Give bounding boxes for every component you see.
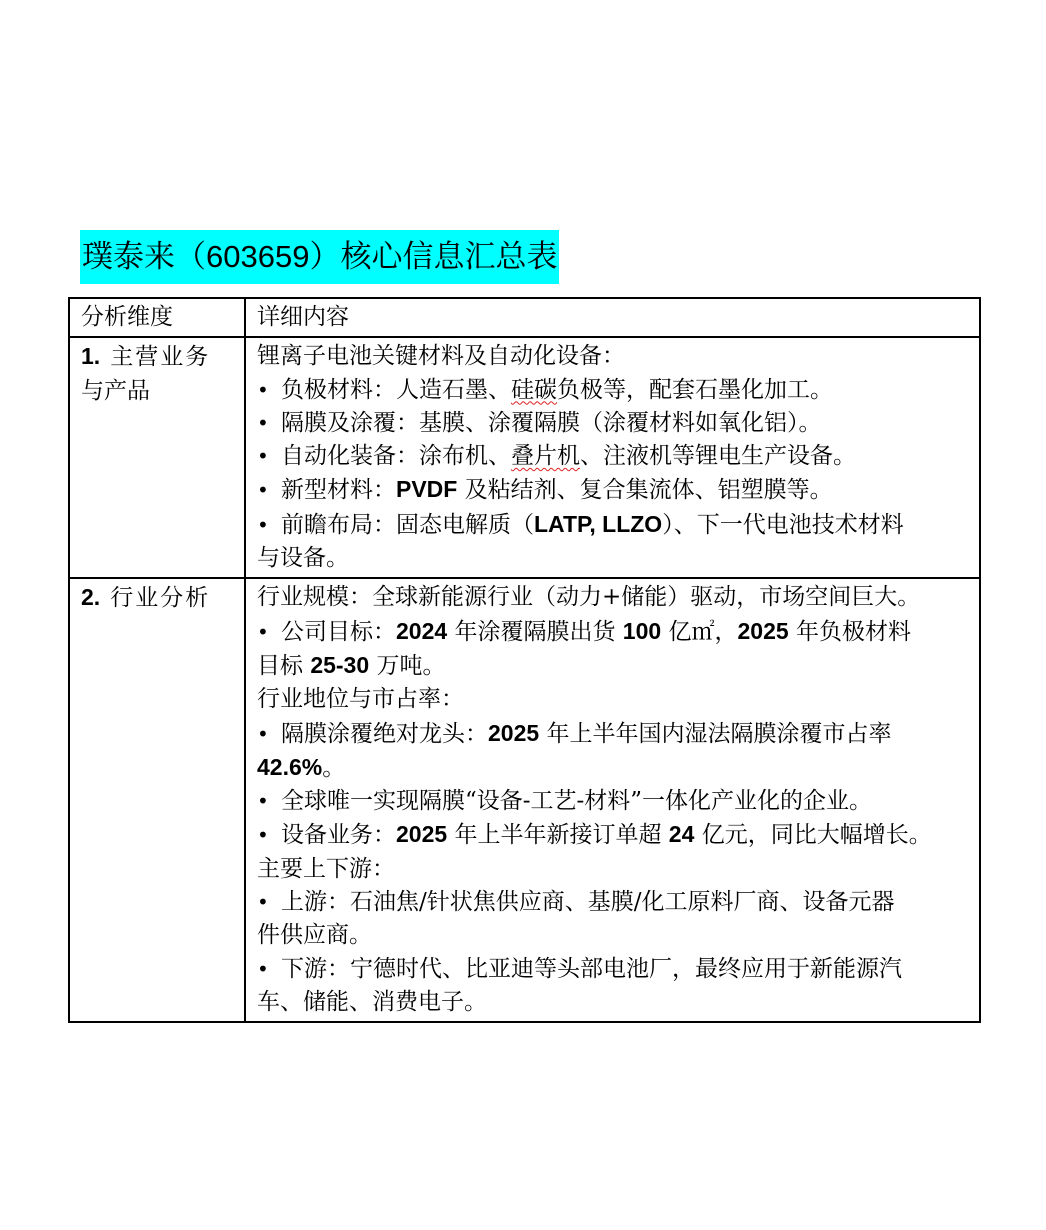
bullet-icon: • bbox=[257, 890, 269, 915]
bullet-icon: • bbox=[257, 478, 269, 503]
detail-cell bbox=[245, 337, 980, 578]
list-item: • 隔膜涂覆绝对龙头：2025 年上半年国内湿法隔膜涂覆市占率 bbox=[257, 717, 971, 751]
detail-line: 锂离子电池关键材料及自动化设备： bbox=[257, 343, 625, 370]
bullet-icon: • bbox=[257, 377, 269, 402]
bullet-icon: • bbox=[257, 823, 269, 848]
detail-line: 主要上下游： bbox=[257, 855, 395, 882]
list-item: • 设备业务：2025 年上半年新接订单超 24 亿元，同比大幅增长。 bbox=[257, 818, 971, 852]
dimension-label: 2. 行业分析 bbox=[81, 584, 211, 612]
bullet-icon: • bbox=[257, 721, 269, 746]
list-item-cont: 与设备。 bbox=[257, 545, 349, 572]
list-item-cont: 车、储能、消费电子。 bbox=[257, 988, 487, 1015]
list-item: • 自动化装备：涂布机、叠片机、注液机等锂电生产设备。 bbox=[257, 440, 971, 473]
table-row bbox=[69, 337, 980, 578]
list-item: • 下游：宁德时代、比亚迪等头部电池厂，最终应用于新能源汽 bbox=[257, 953, 971, 986]
list-item: • 上游：石油焦/针状焦供应商、基膜/化工原料厂商、设备元器 bbox=[257, 886, 971, 919]
list-item: • 前瞻布局：固态电解质（LATP, LLZO）、下一代电池技术材料 bbox=[257, 508, 971, 542]
bullet-icon: • bbox=[257, 619, 269, 644]
detail-line: 行业地位与市占率： bbox=[257, 686, 464, 713]
summary-table bbox=[68, 297, 981, 1023]
list-item: • 负极材料：人造石墨、硅碳负极等，配套石墨化加工。 bbox=[257, 374, 971, 407]
bullet-icon: • bbox=[257, 789, 269, 814]
dimension-label-cont: 与产品 bbox=[81, 377, 150, 404]
detail-cell bbox=[245, 578, 980, 1022]
list-item-cont: 件供应商。 bbox=[257, 922, 372, 949]
title-prefix: 璞泰来（ bbox=[82, 239, 206, 275]
list-item: • 隔膜及涂覆：基膜、涂覆隔膜（涂覆材料如氧化铝）。 bbox=[257, 407, 971, 440]
dimension-label: 1. 主营业务 bbox=[81, 343, 211, 371]
bullet-icon: • bbox=[257, 410, 269, 435]
list-item-cont: 目标 25-30 万吨。 bbox=[257, 651, 446, 679]
list-item: • 全球唯一实现隔膜“设备-工艺-材料”一体化产业化的企业。 bbox=[257, 785, 971, 818]
bullet-icon: • bbox=[257, 956, 269, 981]
title-suffix: ）核心信息汇总表 bbox=[309, 239, 558, 275]
table-header-row bbox=[69, 298, 980, 337]
bullet-icon: • bbox=[257, 444, 269, 469]
list-item-cont: 42.6%。 bbox=[257, 753, 346, 781]
header-detail: 详细内容 bbox=[245, 298, 980, 337]
list-item: • 新型材料：PVDF 及粘结剂、复合集流体、铝塑膜等。 bbox=[257, 473, 971, 507]
header-dimension: 分析维度 bbox=[69, 298, 245, 337]
row-number: 2. bbox=[81, 584, 101, 611]
row-number: 1. bbox=[81, 343, 101, 370]
bullet-icon: • bbox=[257, 512, 269, 537]
dimension-cell bbox=[69, 337, 245, 578]
list-item: • 公司目标：2024 年涂覆隔膜出货 100 亿㎡，2025 年负极材料 bbox=[257, 615, 971, 649]
table-row bbox=[69, 578, 980, 1022]
dimension-cell bbox=[69, 578, 245, 1022]
stock-code: 603659 bbox=[206, 239, 310, 274]
document-title bbox=[80, 230, 559, 284]
detail-line: 行业规模：全球新能源行业（动力+储能）驱动，市场空间巨大。 bbox=[257, 584, 921, 611]
